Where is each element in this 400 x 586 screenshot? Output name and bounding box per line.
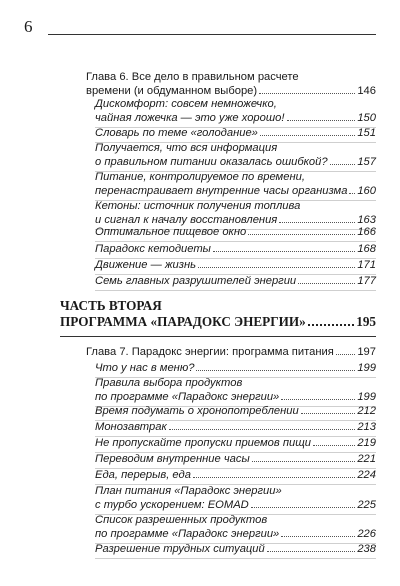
dot-leader (213, 243, 355, 252)
entry-title: по программе «Парадокс энергии» (95, 391, 280, 403)
entry-title: Парадокс кетодиеты (95, 243, 211, 255)
toc-section-entry (0, 376, 400, 404)
entry-title: с турбо ускорением: EOMAD (95, 499, 249, 511)
entry-page: 226 (357, 528, 376, 540)
entry-title: Не пропускайте пропуски приемов пищи (95, 437, 311, 449)
toc-section-entry (0, 361, 400, 375)
toc-section-entry (0, 141, 400, 169)
entry-page: 146 (357, 85, 376, 97)
header-rule (48, 34, 376, 35)
entry-page: 150 (357, 112, 376, 124)
entry-page: 221 (357, 453, 376, 465)
entry-title: времени (и обдуманном выборе) (86, 85, 258, 97)
entry-page: 177 (357, 275, 376, 287)
toc-section-entry (0, 404, 400, 418)
entry-page: 225 (357, 499, 376, 511)
entry-page: 238 (357, 543, 376, 555)
dot-leader (169, 421, 356, 430)
entry-page: 197 (357, 346, 376, 358)
dot-leader (349, 185, 355, 194)
part-number: ЧАСТЬ ВТОРАЯ (60, 298, 162, 313)
toc-section-entry (0, 542, 400, 556)
toc-section-entry (0, 420, 400, 434)
part-rule (60, 336, 376, 337)
entry-page: 219 (357, 437, 376, 449)
dot-leader (267, 543, 356, 552)
dot-leader (279, 214, 355, 223)
entry-title: по программе «Парадокс энергии» (95, 528, 280, 540)
entry-title: о правильном питании оказалась ошибкой? (95, 156, 328, 168)
entry-title: перенастраивает внутренние часы организма (95, 185, 348, 197)
dot-leader (193, 469, 355, 478)
toc-section-entry (0, 436, 400, 450)
toc-section-entry (0, 170, 400, 198)
dot-leader (281, 528, 355, 537)
part-page: 195 (356, 314, 376, 329)
entry-title: Дискомфорт: совсем немножечко, (95, 98, 277, 110)
dot-leader (196, 362, 355, 371)
dot-leader (281, 391, 355, 400)
toc-section-entry (0, 468, 400, 482)
part-title: ПРОГРАММА «ПАРАДОКС ЭНЕРГИИ» (60, 314, 306, 329)
entry-page: 224 (357, 469, 376, 481)
part-heading (60, 298, 376, 330)
entry-title: Монозавтрак (95, 421, 167, 433)
entry-title: Список разрешенных продуктов (95, 514, 268, 526)
entry-page: 212 (357, 405, 376, 417)
toc-section-entry (0, 258, 400, 272)
entry-page: 199 (357, 362, 376, 374)
dot-leader (330, 156, 356, 165)
entry-title: Словарь по теме «голодание» (95, 127, 258, 139)
page-number: 6 (24, 17, 33, 36)
entry-title: и сигнал к началу восстановления (95, 214, 278, 226)
entry-title: Переводим внутренние часы (95, 453, 250, 465)
dot-leader (287, 112, 356, 121)
toc-section-entry (0, 199, 400, 227)
dot-leader (251, 499, 356, 508)
toc-section-entry (0, 97, 400, 125)
dot-leader (298, 275, 355, 284)
entry-page: 166 (357, 226, 376, 238)
entry-title: Получается, что вся информация (95, 142, 278, 154)
entry-title: Глава 7. Парадокс энергии: программа питания (86, 346, 334, 358)
dot-leader (260, 127, 355, 136)
toc-section-entry (0, 452, 400, 466)
entry-title: Глава 6. Все дело в правильном расчете (86, 71, 299, 83)
entry-title: Движение — жизнь (95, 259, 197, 271)
entry-title: Разрешение трудных ситуаций (95, 543, 265, 555)
entry-title: Что у нас в меню? (95, 362, 195, 374)
entry-page: 168 (357, 243, 376, 255)
entry-title: Кетоны: источник получения топлива (95, 200, 301, 212)
entry-page: 157 (357, 156, 376, 168)
entry-title: Питание, контролируемое по времени, (95, 171, 305, 183)
toc-chapter-entry (0, 345, 400, 359)
entry-title: Еда, перерыв, еда (95, 469, 191, 481)
entry-title: чайная ложечка — это уже хорошо! (95, 112, 285, 124)
entry-title: Время подумать о хронопотреблении (95, 405, 299, 417)
dot-leader (259, 85, 355, 94)
entry-page: 151 (357, 127, 376, 139)
dot-leader (248, 226, 355, 235)
dot-leader (308, 315, 355, 326)
entry-page: 213 (357, 421, 376, 433)
entry-page: 199 (357, 391, 376, 403)
toc-section-entry (0, 126, 400, 140)
entry-title: План питания «Парадокс энергии» (95, 485, 282, 497)
entry-page: 160 (357, 185, 376, 197)
toc-chapter-entry (0, 70, 400, 98)
entry-page: 171 (357, 259, 376, 271)
entry-page: 163 (357, 214, 376, 226)
dot-leader (301, 405, 356, 414)
dot-leader (313, 437, 355, 446)
dot-leader (198, 259, 355, 268)
dot-leader (252, 453, 356, 462)
toc-section-entry (0, 242, 400, 256)
toc-section-entry (0, 513, 400, 541)
toc-section-entry (0, 274, 400, 288)
toc-section-entry (0, 484, 400, 512)
entry-title: Правила выбора продуктов (95, 377, 243, 389)
entry-title: Семь главных разрушителей энергии (95, 275, 297, 287)
toc-section-entry (0, 225, 400, 239)
entry-title: Оптимальное пищевое окно (95, 226, 247, 238)
dot-leader (336, 346, 356, 355)
